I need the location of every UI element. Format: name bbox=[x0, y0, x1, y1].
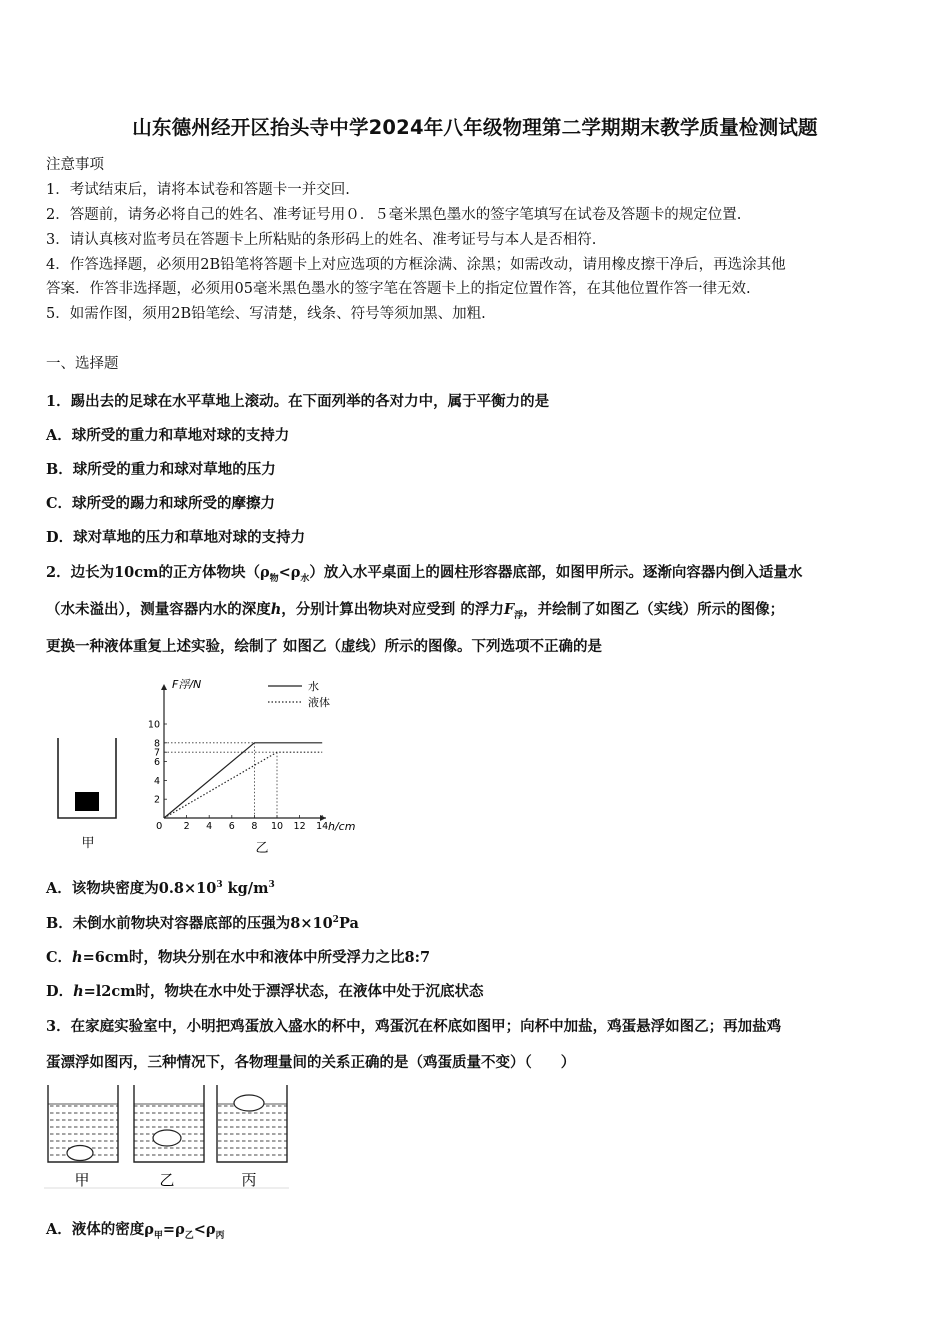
q3-stem-line2: 蛋漂浮如图丙，三种情况下，各物理量间的关系正确的是（鸡蛋质量不变）（ ） bbox=[46, 1054, 576, 1071]
x-tick-label: 8 bbox=[251, 821, 258, 832]
notice-heading: 注意事项 bbox=[46, 157, 104, 173]
cup-label: 乙 bbox=[159, 1171, 175, 1189]
x-tick-label: 10 bbox=[270, 821, 284, 832]
cup-jia bbox=[48, 1085, 118, 1189]
q1-stem: 1．踢出去的足球在水平草地上滚动。在下面列举的各对力中，属于平衡力的是 bbox=[46, 393, 550, 410]
section-heading: 一、选择题 bbox=[46, 356, 119, 372]
x-tick-label: 6 bbox=[228, 821, 235, 832]
series-liquid-line bbox=[164, 752, 322, 818]
cup-label: 甲 bbox=[74, 1171, 90, 1189]
chart-xlabel: h/cm bbox=[328, 820, 356, 833]
y-tick-label: 8 bbox=[153, 738, 160, 750]
egg-sunk bbox=[67, 1146, 93, 1161]
x-tick-label: 14 bbox=[316, 821, 329, 832]
q3-stem-line1: 3．在家庭实验室中，小明把鸡蛋放入盛水的杯中，鸡蛋沉在杯底如图甲；向杯中加盐，鸡蛋悬浮如图乙；再加盐鸡 bbox=[46, 1018, 782, 1035]
chart-origin-label: 0 bbox=[156, 821, 163, 832]
x-tick-label: 4 bbox=[206, 821, 213, 832]
notice-item: 5．如需作图，须用2B铅笔绘、写清楚，线条、符号等须加黑、加粗. bbox=[46, 306, 486, 322]
x-tick-label: 12 bbox=[293, 821, 306, 832]
y-tick-label: 7 bbox=[153, 747, 160, 759]
page-title: 山东德州经开区抬头寺中学2024年八年级物理第二学期期末教学质量检测试题 bbox=[132, 116, 818, 139]
fig-label-yi: 乙 bbox=[255, 841, 269, 856]
y-tick-label: 2 bbox=[153, 794, 160, 806]
q1-option-a: A．球所受的重力和草地对球的支持力 bbox=[46, 427, 290, 444]
q3-cups-figure bbox=[44, 1082, 289, 1192]
y-tick-label: 10 bbox=[147, 719, 160, 731]
q2-stem-line2: （水未溢出），测量容器内水的深度h，分别计算出物块对应受到 的浮力$F_浮$，并绘制了如图乙（实线）所示的图像； bbox=[46, 601, 785, 621]
egg-floating bbox=[234, 1095, 264, 1111]
q2-stem-line3: 更换一种液体重复上述实验，绘制了 如图乙（虚线）所示的图像。下列选项不正确的是 bbox=[46, 638, 603, 655]
legend-label-liquid: 液体 bbox=[308, 696, 330, 709]
y-tick-label: 6 bbox=[153, 757, 160, 769]
q3-option-a: A．液体的密度$\rho_甲=\rho_乙<\rho_丙$ bbox=[46, 1221, 225, 1241]
cup-bing bbox=[217, 1085, 287, 1189]
q1-option-c: C．球所受的踢力和球所受的摩擦力 bbox=[46, 495, 276, 512]
q2-option-d: D．h=l2cm时，物块在水中处于漂浮状态，在液体中处于沉底状态 bbox=[46, 983, 484, 1000]
q2-option-b: B．未倒水前物块对容器底部的压强为$8\times 10^2Pa$ bbox=[46, 915, 359, 932]
cube-block bbox=[75, 792, 99, 811]
notice-item: 3．请认真核对监考员在答题卡上所粘贴的条形码上的姓名、准考证号与本人是否相符. bbox=[46, 232, 597, 248]
q2-stem-line1: 2．边长为10cm的正方体物块$(\rho_物<\rho_水)$放入水平桌面上的圆柱形容器底部，如图甲所示。逐渐向容器内倒入适量水 bbox=[46, 564, 803, 584]
q2-chart bbox=[140, 670, 390, 860]
q2-option-c: C．h=6cm时，物块分别在水中和液体中所受浮力之比8:7 bbox=[46, 949, 431, 966]
egg-suspended bbox=[153, 1130, 181, 1146]
cup-label: 丙 bbox=[241, 1171, 257, 1189]
chart-ticks bbox=[148, 720, 328, 833]
series-water-line bbox=[164, 743, 322, 818]
chart-ylabel: F浮/N bbox=[172, 678, 202, 691]
cup-yi bbox=[134, 1085, 204, 1189]
q1-option-d: D．球对草地的压力和草地对球的支持力 bbox=[46, 529, 306, 546]
q2-figure-container bbox=[46, 730, 136, 855]
fig-label-jia: 甲 bbox=[81, 836, 95, 851]
notice-item: 2．答题前，请务必将自己的姓名、准考证号用０．５毫米黑色墨水的签字笔填写在试卷及答题卡的规定位置. bbox=[46, 207, 742, 223]
x-tick-label: 2 bbox=[183, 821, 190, 832]
chart-series bbox=[164, 743, 322, 818]
y-tick-label: 4 bbox=[153, 775, 160, 787]
legend-label-water: 水 bbox=[308, 680, 319, 693]
y-axis-arrow bbox=[161, 684, 167, 690]
q1-option-b: B．球所受的重力和球对草地的压力 bbox=[46, 461, 276, 478]
notice-item: 答案．作答非选择题，必须用05毫米黑色墨水的签字笔在答题卡上的指定位置作答，在其他位置作答一律无效. bbox=[46, 281, 751, 297]
q2-option-a: A．该物块密度为$0.8\times 10^3$ $kg/m^3$ bbox=[46, 880, 275, 897]
notice-item: 4．作答选择题，必须用2B铅笔将答题卡上对应选项的方框涂满、涂黑；如需改动，请用橡皮擦干净后，再选涂其他 bbox=[46, 257, 786, 273]
notice-item: 1．考试结束后，请将本试卷和答题卡一并交回. bbox=[46, 182, 350, 198]
